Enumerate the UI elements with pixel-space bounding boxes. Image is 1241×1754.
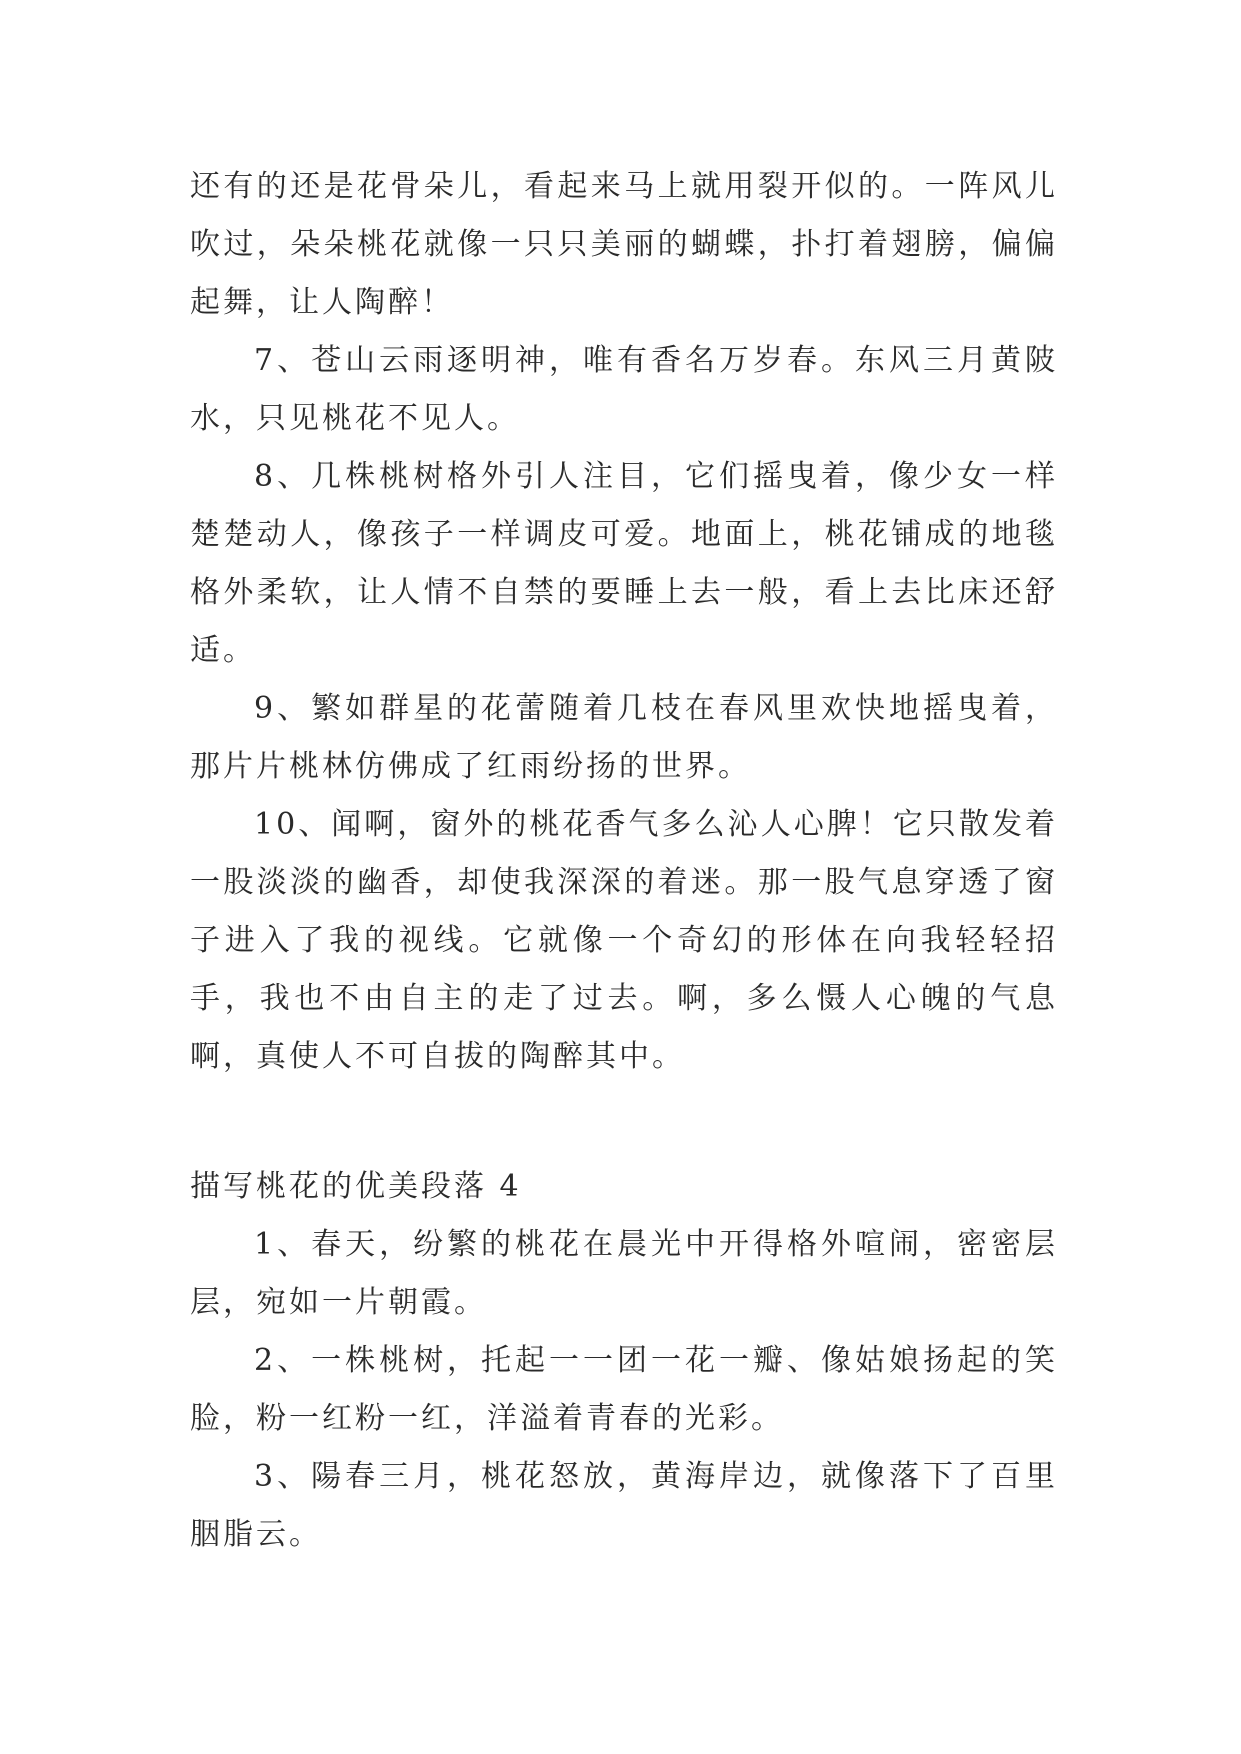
- section-heading: 描写桃花的优美段落 4: [190, 1169, 522, 1204]
- paragraph-item-7: 7、苍山云雨逐明神，唯有香名万岁春。东风三月黄陂水，只见桃花不见人。: [190, 343, 1058, 436]
- paragraph-item-1: 1、春天，纷繁的桃花在晨光中开得格外喧闹，密密层层，宛如一片朝霞。: [190, 1227, 1058, 1320]
- paragraph-continuation: 还有的还是花骨朵儿，看起来马上就用裂开似的。一阵风儿吹过，朵朵桃花就像一只只美丽的蝴蝶，扑打着翅膀，偏偏起舞，让人陶醉！: [190, 169, 1058, 320]
- document-body: [190, 158, 1058, 1564]
- paragraph-item-8: 8、几株桃树格外引人注目，它们摇曳着，像少女一样楚楚动人，像孩子一样调皮可爱。地面上，桃花铺成的地毯格外柔软，让人情不自禁的要睡上去一般，看上去比床还舒适。: [190, 459, 1058, 668]
- paragraph-item-10: 10、闻啊，窗外的桃花香气多么沁人心脾！它只散发着一股淡淡的幽香，却使我深深的着迷。那一股气息穿透了窗子进入了我的视线。它就像一个奇幻的形体在向我轻轻招手，我也不由自主的走了过去。啊，多么慑人心魄的气息啊，真使人不可自拔的陶醉其中。: [190, 807, 1058, 1074]
- paragraph-item-3: 3、陽春三月，桃花怒放，黄海岸边，就像落下了百里胭脂云。: [190, 1459, 1058, 1552]
- paragraph-item-2: 2、一株桃树，托起一一团一花一瓣、像姑娘扬起的笑脸，粉一红粉一红，洋溢着青春的光彩。: [190, 1343, 1058, 1436]
- paragraph-item-9: 9、繁如群星的花蕾随着几枝在春风里欢快地摇曳着，那片片桃林仿佛成了红雨纷扬的世界。: [190, 691, 1058, 784]
